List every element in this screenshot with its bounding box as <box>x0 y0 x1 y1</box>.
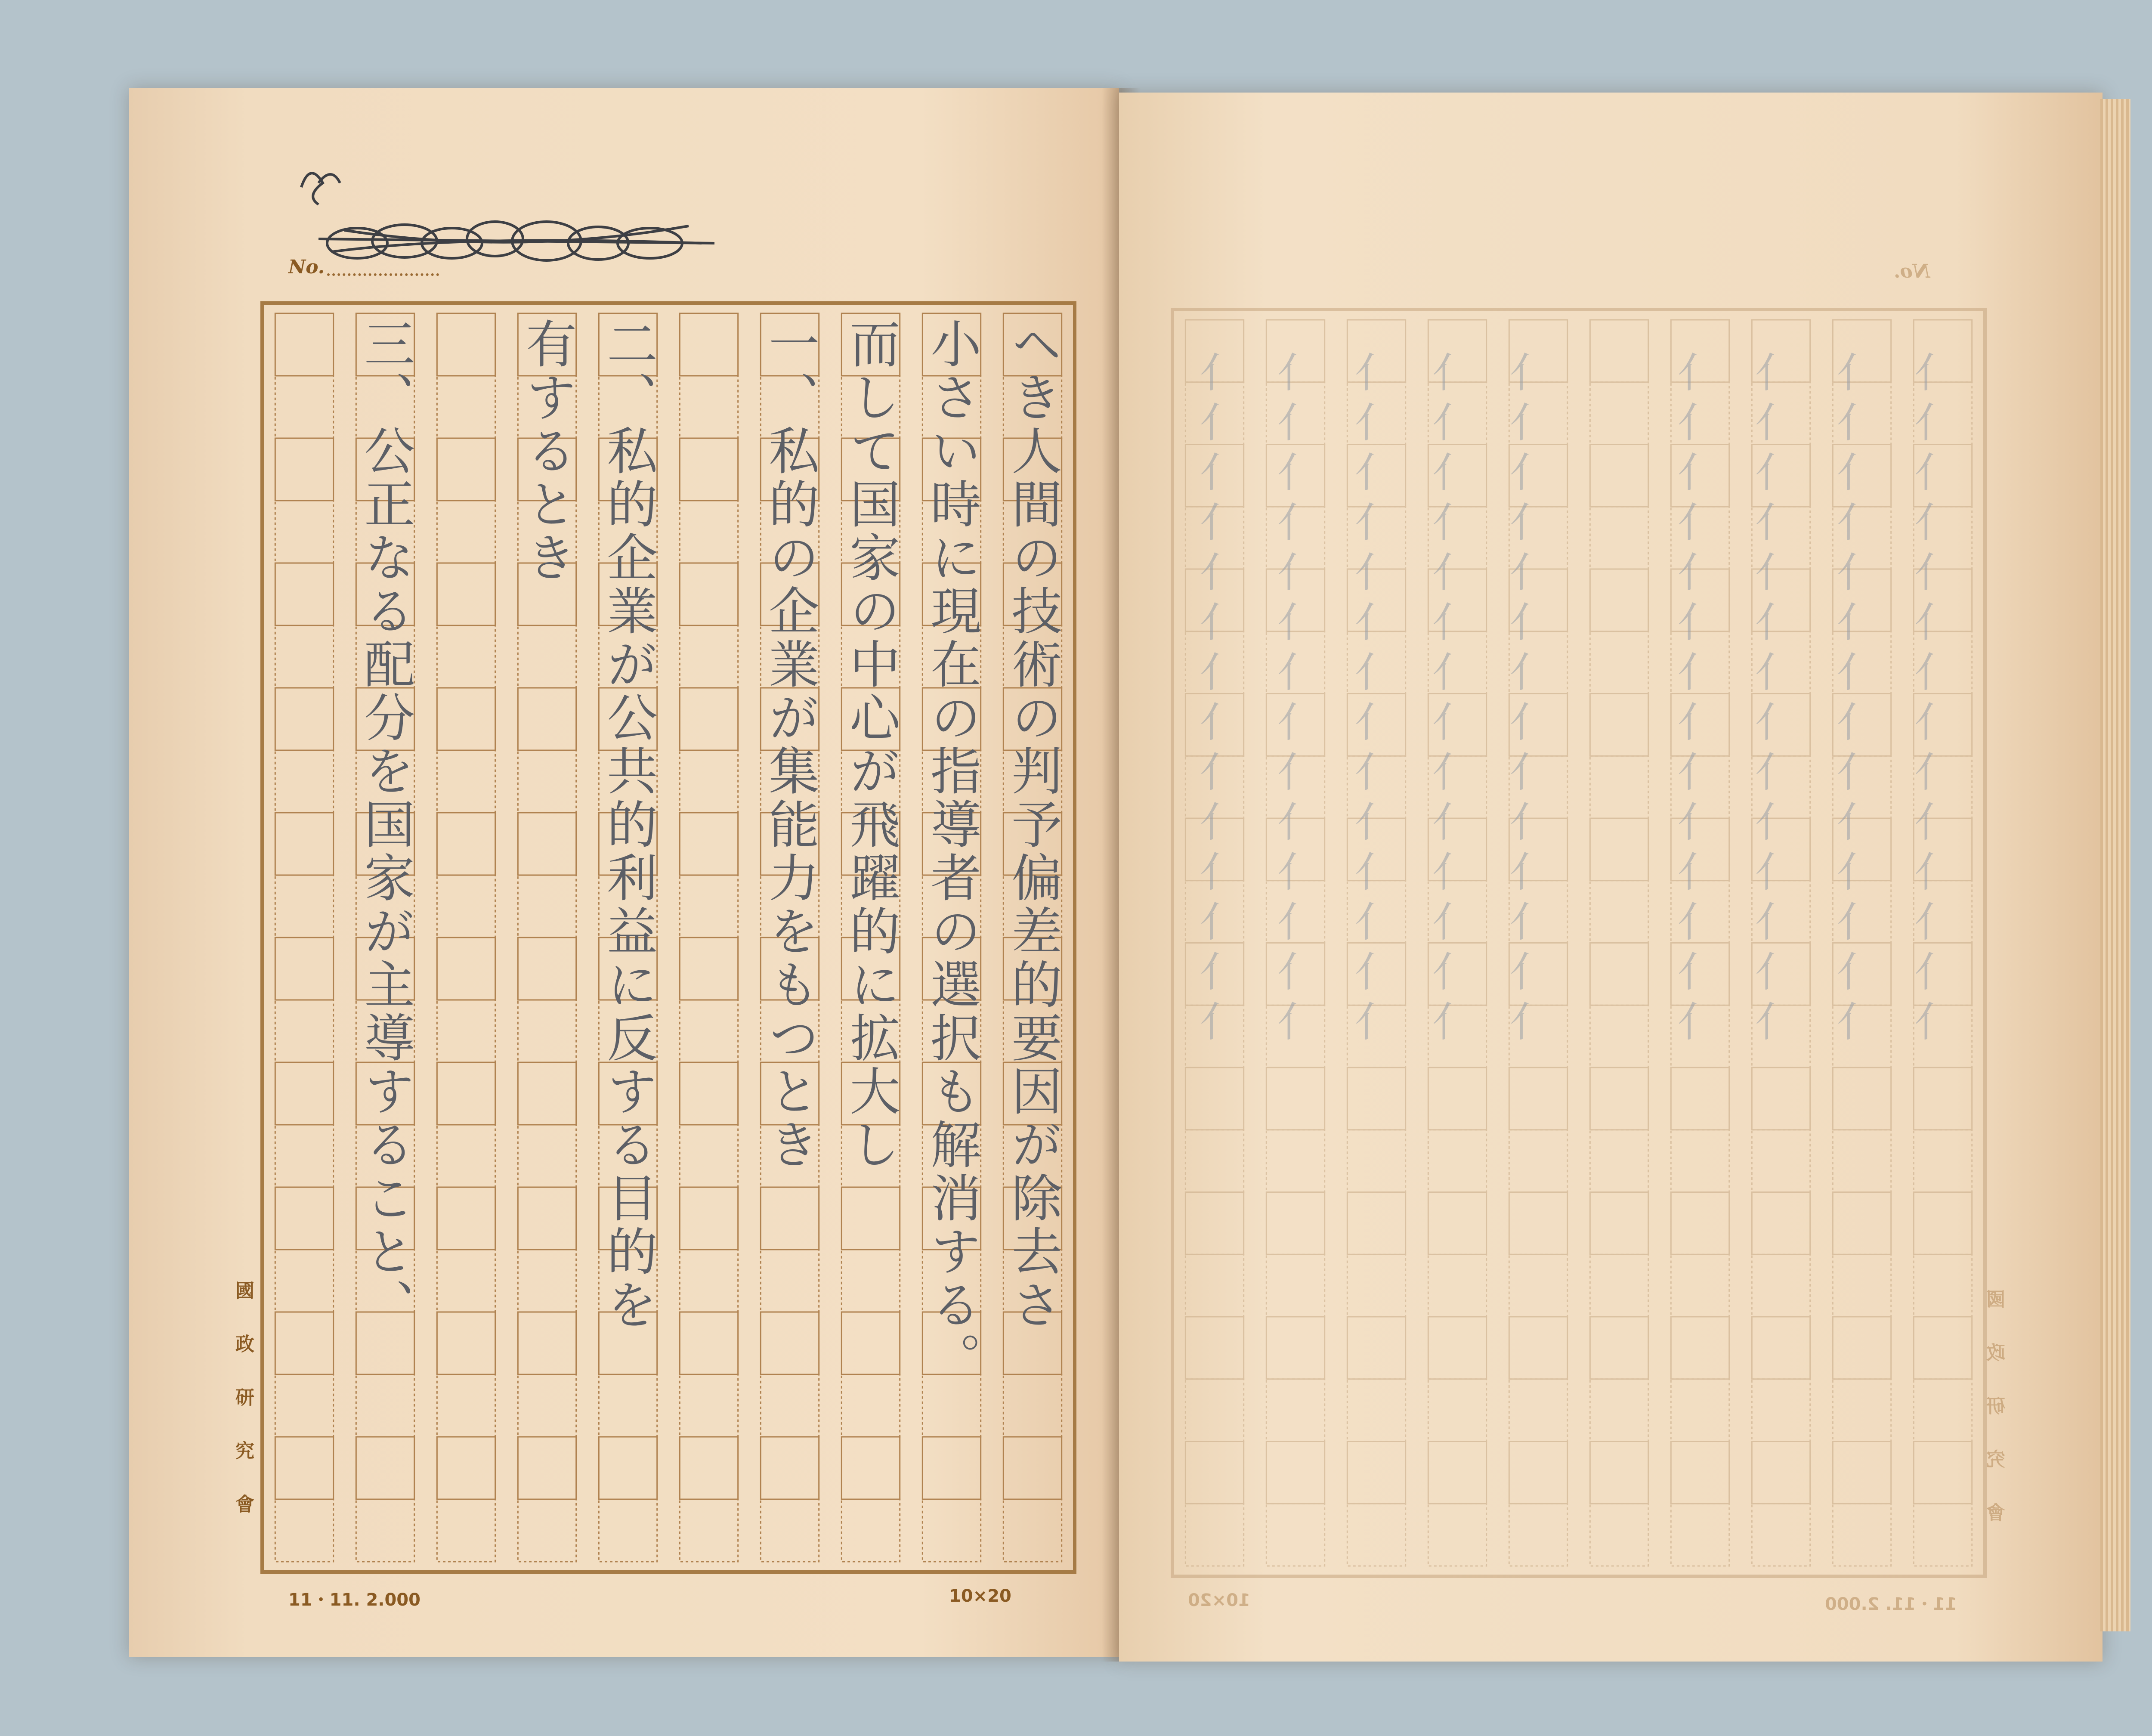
grid-cell <box>1590 756 1648 818</box>
grid-cell <box>1590 631 1648 694</box>
grid-cell <box>1590 382 1648 445</box>
grid-cell <box>437 1250 495 1312</box>
grid-cell <box>680 313 738 376</box>
grid-cell <box>275 813 333 875</box>
show-through-writing: ⺅⺅⺅⺅⺅⺅⺅⺅⺅⺅⺅⺅⺅⺅ <box>1271 351 1319 1050</box>
grid-cell <box>680 750 738 813</box>
manuscript-column: 三、公正なる配分を国家が主導すること、 <box>356 318 415 1332</box>
show-through-writing: ⺅⺅⺅⺅⺅⺅⺅⺅⺅⺅⺅⺅⺅⺅ <box>1748 351 1796 1050</box>
grid-cell <box>1590 943 1648 1006</box>
grid-cell <box>680 625 738 688</box>
manuscript-column: 一、私的の企業が集能力をもつとき <box>760 318 820 1172</box>
grid-cell <box>437 1437 495 1499</box>
grid-cell <box>1590 1192 1648 1255</box>
manuscript-column: 小さい時に現在の指導者の選択も解消する。 <box>922 318 982 1385</box>
show-through-writing: ⺅⺅⺅⺅⺅⺅⺅⺅⺅⺅⺅⺅⺅⺅ <box>1908 351 1956 1050</box>
grid-cell <box>680 875 738 938</box>
grid-cell <box>275 313 333 376</box>
show-through-publisher-label: 國政研究會 <box>1987 1289 2009 1556</box>
grid-cell <box>680 1125 738 1187</box>
grid-cell <box>275 1187 333 1250</box>
grid-cell <box>1590 445 1648 507</box>
publisher-label: 國政研究會 <box>232 1281 254 1547</box>
grid-cell <box>1590 1504 1648 1566</box>
manuscript-column: 有するとき <box>517 318 577 585</box>
grid-cell <box>275 750 333 813</box>
manuscript-column: 二、私的企業が公共的利益に反する目的を <box>598 318 658 1332</box>
grid-cell <box>275 1499 333 1562</box>
scribble-mark <box>293 153 745 282</box>
grid-cell <box>275 1437 333 1499</box>
grid-cell <box>275 1000 333 1062</box>
grid-cell <box>437 501 495 563</box>
grid-cell <box>275 376 333 438</box>
grid-cell <box>1590 818 1648 881</box>
grid-cell <box>680 376 738 438</box>
show-through-writing: ⺅⺅⺅⺅⺅⺅⺅⺅⺅⺅⺅⺅⺅⺅ <box>1425 351 1474 1050</box>
show-through-header: No. <box>1894 260 1930 282</box>
grid-cell <box>680 1187 738 1250</box>
grid-cell <box>437 313 495 376</box>
grid-cell <box>437 1062 495 1125</box>
show-through-writing: ⺅⺅⺅⺅⺅⺅⺅⺅⺅⺅⺅⺅⺅⺅ <box>1671 351 1719 1050</box>
grid-cell <box>680 813 738 875</box>
grid-cell <box>680 1000 738 1062</box>
grid-cell <box>437 688 495 750</box>
grid-cell <box>437 625 495 688</box>
grid-cell <box>437 938 495 1000</box>
right-page <box>1119 93 2103 1662</box>
grid-cell <box>1590 1317 1648 1379</box>
grid-cell <box>275 1312 333 1374</box>
grid-cell <box>680 938 738 1000</box>
grid-cell <box>275 1374 333 1437</box>
footer-grid-size: 10×20 <box>949 1586 1011 1606</box>
grid-cell <box>680 1250 738 1312</box>
grid-cell <box>275 875 333 938</box>
grid-cell <box>680 1062 738 1125</box>
grid-cell <box>680 563 738 625</box>
grid-cell <box>1590 1068 1648 1130</box>
grid-cell <box>1590 881 1648 943</box>
grid-cell <box>437 813 495 875</box>
grid-cell <box>437 750 495 813</box>
show-through-footer-print-info: 11・11. 2.000 <box>1825 1594 1957 1614</box>
number-field <box>327 273 439 276</box>
grid-cell <box>1590 1442 1648 1504</box>
grid-cell <box>1590 1379 1648 1442</box>
grid-cell <box>275 688 333 750</box>
grid-cell <box>437 1374 495 1437</box>
grid-cell <box>437 1312 495 1374</box>
grid-cell <box>680 501 738 563</box>
grid-cell <box>275 625 333 688</box>
grid-cell <box>680 688 738 750</box>
grid-cell <box>437 1187 495 1250</box>
grid-cell <box>680 438 738 501</box>
footer-print-info: 11・11. 2.000 <box>288 1590 421 1610</box>
grid-cell <box>680 1374 738 1437</box>
page-edges <box>2100 99 2130 1631</box>
grid-cell <box>437 1000 495 1062</box>
grid-cell <box>437 563 495 625</box>
grid-cell <box>1590 694 1648 756</box>
show-through-writing: ⺅⺅⺅⺅⺅⺅⺅⺅⺅⺅⺅⺅⺅⺅ <box>1348 351 1396 1050</box>
grid-cell <box>275 438 333 501</box>
grid-cell <box>275 1250 333 1312</box>
grid-cell <box>275 501 333 563</box>
grid-cell <box>1590 320 1648 382</box>
grid-cell <box>680 1312 738 1374</box>
manuscript-column: ヘき人間の技術の判予偏差的要因が除去さ <box>1003 318 1063 1332</box>
show-through-footer-grid-size: 10×20 <box>1188 1591 1250 1610</box>
grid-cell <box>275 1062 333 1125</box>
number-label: No. <box>288 256 325 278</box>
show-through-writing: ⺅⺅⺅⺅⺅⺅⺅⺅⺅⺅⺅⺅⺅⺅ <box>1830 351 1878 1050</box>
show-through-writing: ⺅⺅⺅⺅⺅⺅⺅⺅⺅⺅⺅⺅⺅⺅ <box>1503 351 1551 1050</box>
grid-cell <box>1590 1254 1648 1317</box>
grid-cell <box>1590 569 1648 631</box>
grid-cell <box>437 438 495 501</box>
grid-cell <box>437 376 495 438</box>
grid-cell <box>275 563 333 625</box>
grid-cell <box>1590 1130 1648 1192</box>
grid-cell <box>275 1125 333 1187</box>
grid-cell <box>1590 1005 1648 1068</box>
grid-cell <box>1590 507 1648 569</box>
grid-cell <box>680 1499 738 1562</box>
manuscript-column: 而して国家の中心が飛躍的に拡大し <box>841 318 901 1172</box>
grid-cell <box>437 1499 495 1562</box>
show-through-writing: ⺅⺅⺅⺅⺅⺅⺅⺅⺅⺅⺅⺅⺅⺅ <box>1193 351 1241 1050</box>
grid-cell <box>437 1125 495 1187</box>
left-page <box>129 88 1119 1657</box>
manuscript-grid <box>260 301 1076 1574</box>
grid-cell <box>680 1437 738 1499</box>
grid-cell <box>437 875 495 938</box>
grid-cell <box>275 938 333 1000</box>
